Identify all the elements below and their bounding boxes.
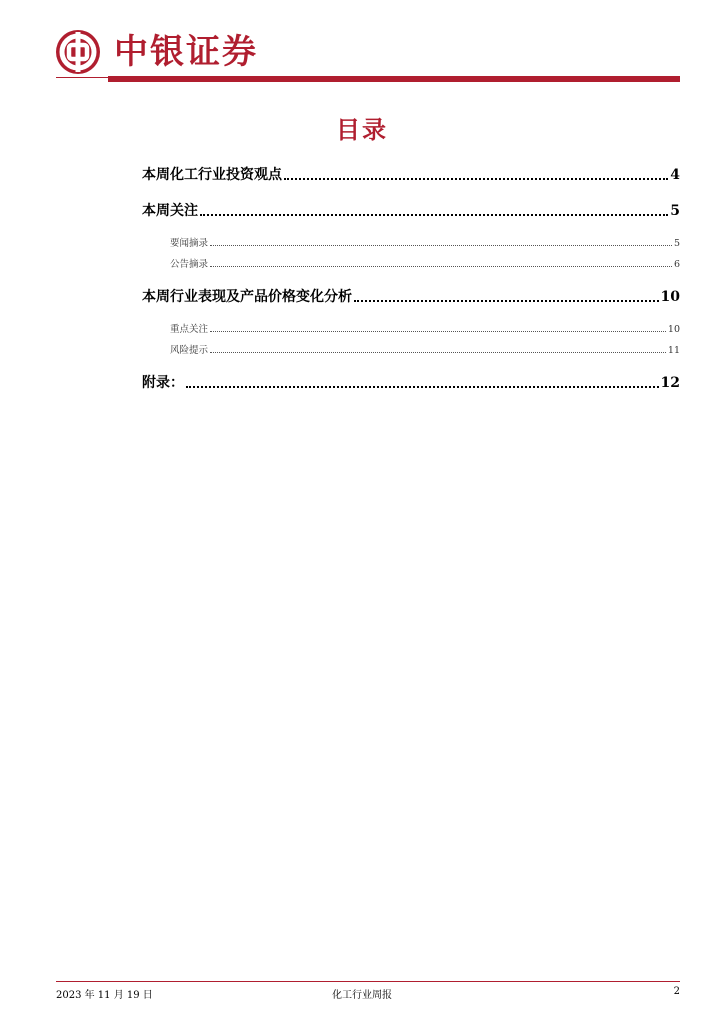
toc-entry-page: 10 [660, 289, 680, 305]
toc-entry-label: 本周化工行业投资观点 [142, 167, 282, 183]
toc-subentry[interactable] [170, 342, 680, 356]
toc-entry-label: 风险提示 [170, 345, 209, 356]
toc-subentry[interactable] [170, 235, 680, 249]
leader-dots [210, 352, 666, 353]
bank-of-china-logo-icon [56, 30, 100, 74]
leader-dots [210, 266, 672, 267]
toc-entry[interactable] [142, 372, 680, 392]
brand-name: 中银证券 [114, 32, 258, 72]
toc-entry-label: 公告摘录 [170, 259, 209, 270]
toc-subentry[interactable] [170, 256, 680, 270]
toc-entry-label: 本周关注 [142, 203, 198, 219]
leader-dots [200, 214, 668, 216]
report-date: 2023 年 11 月 19 日 [56, 990, 153, 1001]
toc-entry-page: 5 [673, 238, 680, 249]
toc-entry-page: 5 [670, 203, 680, 219]
report-name: 化工行业周报 [332, 990, 392, 1001]
toc-entry-page: 11 [667, 345, 680, 356]
leader-dots [210, 245, 672, 246]
footer-divider [56, 981, 680, 982]
page-number: 2 [673, 986, 680, 997]
toc-subentry[interactable] [170, 321, 680, 335]
toc-entry-label: 要闻摘录 [170, 238, 209, 249]
leader-dots [186, 386, 659, 388]
toc-entry-page: 6 [673, 259, 680, 270]
toc-entry[interactable] [142, 164, 680, 184]
toc-entry-label: 本周行业表现及产品价格变化分析 [142, 289, 352, 305]
header-divider-thin [56, 77, 108, 78]
toc-entry-label: 重点关注 [170, 324, 209, 335]
leader-dots [210, 331, 666, 332]
toc-entry-label: 附录： [142, 375, 184, 391]
toc-entry-page: 4 [670, 167, 680, 183]
toc-entry[interactable] [142, 286, 680, 306]
toc-entry-page: 12 [660, 375, 680, 391]
toc-entry[interactable] [142, 200, 680, 220]
leader-dots [354, 300, 659, 302]
toc-title: 目录 [336, 115, 388, 144]
toc-entry-page: 10 [667, 324, 680, 335]
header-divider [108, 76, 680, 82]
leader-dots [284, 178, 668, 180]
